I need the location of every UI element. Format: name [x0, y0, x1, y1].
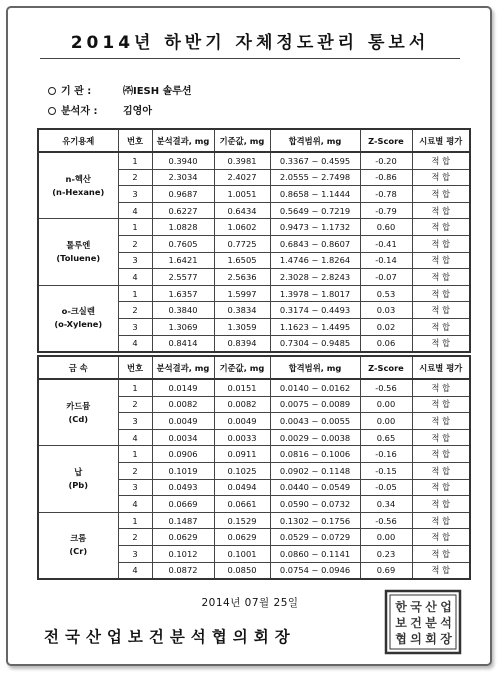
seal-character: 회	[425, 632, 437, 646]
table-cell: 0.0049	[152, 413, 214, 430]
table-cell: 0.0149	[152, 379, 214, 396]
seal-character: 의	[410, 632, 422, 646]
substance-english-name: (Cd)	[68, 413, 89, 424]
table-cell: 0.0493	[152, 479, 214, 496]
table-cell: 0.8394	[214, 335, 270, 352]
table-cell: 0.0075 ~ 0.0089	[270, 396, 360, 413]
table-cell: 1.6357	[152, 285, 214, 302]
column-header: 시료별 평가	[412, 356, 470, 379]
table-cell: 0.00	[360, 529, 412, 546]
table-cell: 0.6227	[152, 202, 214, 219]
table-cell: 0.0033	[214, 429, 270, 446]
table-cell: 0.0529 ~ 0.0729	[270, 529, 360, 546]
table-cell: 1.6421	[152, 252, 214, 269]
table-cell: 0.0629	[152, 529, 214, 546]
table-cell: 0.1302 ~ 0.1756	[270, 512, 360, 529]
table-cell: 적 합	[412, 413, 470, 430]
table-cell: 0.1012	[152, 545, 214, 562]
column-header: 분석결과, mg	[152, 356, 214, 379]
info-label: 기 관 :	[61, 86, 92, 97]
table-cell: 적 합	[412, 562, 470, 579]
table-cell: 적 합	[412, 496, 470, 513]
table-cell: 0.1025	[214, 462, 270, 479]
table-cell: 0.0034	[152, 429, 214, 446]
substance-name-cell	[38, 446, 118, 512]
table-cell: 0.9687	[152, 186, 214, 203]
table-cell: 0.3367 ~ 0.4595	[270, 152, 360, 169]
table-header-row	[38, 356, 470, 379]
table-cell: 1.0828	[152, 219, 214, 236]
substance-name: o-크실렌	[61, 306, 95, 317]
issuer-name: 전국산업보건분석협의회장	[44, 628, 296, 646]
table-cell: 0.0140 ~ 0.0162	[270, 379, 360, 396]
table-cell: 적 합	[412, 512, 470, 529]
table-cell: 0.8414	[152, 335, 214, 352]
table-cell: 0.6843 ~ 0.8607	[270, 235, 360, 252]
table-cell: 1	[118, 512, 152, 529]
table-cell: 1.0051	[214, 186, 270, 203]
table-cell: 1.3978 ~ 1.8017	[270, 285, 360, 302]
table-cell: 0.3981	[214, 152, 270, 169]
table-cell: 0.9473 ~ 1.1732	[270, 219, 360, 236]
table-cell: 0.0049	[214, 413, 270, 430]
table-cell: 4	[118, 202, 152, 219]
column-header: 시료별 평가	[412, 129, 470, 152]
table-cell: 0.0494	[214, 479, 270, 496]
table-cell: 1	[118, 219, 152, 236]
table-cell: 0.0902 ~ 0.1148	[270, 462, 360, 479]
column-header: 유기용제	[38, 129, 118, 152]
table-cell: -0.56	[360, 379, 412, 396]
issue-date: 2014년 07월 25일	[201, 597, 299, 609]
seal-character: 국	[410, 600, 422, 614]
table-cell: -0.41	[360, 235, 412, 252]
substance-name: 카드뮴	[66, 400, 91, 411]
table-cell: 0.0590 ~ 0.0732	[270, 496, 360, 513]
table-cell: 적 합	[412, 545, 470, 562]
seal-character: 석	[440, 616, 452, 630]
table-cell: -0.05	[360, 479, 412, 496]
substance-name-cell	[38, 219, 118, 285]
column-header: 번호	[118, 356, 152, 379]
title-underline	[40, 58, 460, 59]
substance-name: 납	[74, 467, 83, 478]
info-value: ㈜IESH 솔루션	[123, 86, 192, 97]
table-cell: 적 합	[412, 252, 470, 269]
table-cell: 0.23	[360, 545, 412, 562]
table-cell: 3	[118, 479, 152, 496]
table-cell: 2	[118, 235, 152, 252]
table-row	[38, 285, 470, 302]
circle-bullet-icon	[48, 107, 56, 115]
table-cell: 적 합	[412, 169, 470, 186]
table-cell: 0.65	[360, 429, 412, 446]
table-cell: 4	[118, 562, 152, 579]
substance-name-cell	[38, 512, 118, 579]
table-cell: 적 합	[412, 285, 470, 302]
table-cell: 1.0602	[214, 219, 270, 236]
table-cell: 2.3028 ~ 2.8243	[270, 269, 360, 286]
column-header: 합격범위, mg	[270, 356, 360, 379]
column-header: Z-Score	[360, 129, 412, 152]
table-cell: 2.3034	[152, 169, 214, 186]
table-cell: 3	[118, 413, 152, 430]
table-cell: 0.3940	[152, 152, 214, 169]
seal-character: 산	[425, 600, 437, 614]
table-cell: 1	[118, 285, 152, 302]
info-value: 김영아	[123, 106, 152, 117]
table-cell: 0.1001	[214, 545, 270, 562]
table-cell: -0.14	[360, 252, 412, 269]
table-cell: 0.0669	[152, 496, 214, 513]
table-cell: 4	[118, 496, 152, 513]
table-cell: 0.0850	[214, 562, 270, 579]
column-header: 금 속	[38, 356, 118, 379]
table-cell: 0.1529	[214, 512, 270, 529]
table-cell: 1	[118, 446, 152, 463]
column-header: 기준값, mg	[214, 129, 270, 152]
table-cell: 0.53	[360, 285, 412, 302]
substance-name: 톨루엔	[66, 240, 91, 251]
table-row	[38, 152, 470, 169]
table-cell: -0.16	[360, 446, 412, 463]
table-cell: 0.0440 ~ 0.0549	[270, 479, 360, 496]
table-cell: -0.56	[360, 512, 412, 529]
column-header: 기준값, mg	[214, 356, 270, 379]
substance-english-name: (Cr)	[69, 546, 88, 557]
table-cell: 0.34	[360, 496, 412, 513]
table-cell: 2.0555 ~ 2.7498	[270, 169, 360, 186]
substance-english-name: (Pb)	[68, 480, 89, 491]
table-cell: 0.1487	[152, 512, 214, 529]
table-cell: 2.4027	[214, 169, 270, 186]
table-cell: 1	[118, 152, 152, 169]
table-cell: 2	[118, 396, 152, 413]
table-cell: 1.5997	[214, 285, 270, 302]
substance-name-cell	[38, 379, 118, 446]
table-cell: 1	[118, 379, 152, 396]
table-cell: 0.7304 ~ 0.9485	[270, 335, 360, 352]
metal-table	[37, 355, 471, 580]
table-cell: 0.3174 ~ 0.4493	[270, 302, 360, 319]
table-cell: 1.3069	[152, 318, 214, 335]
table-cell: 0.00	[360, 396, 412, 413]
table-cell: 적 합	[412, 479, 470, 496]
table-cell: 적 합	[412, 379, 470, 396]
table-cell: 0.0911	[214, 446, 270, 463]
table-row	[38, 379, 470, 396]
table-cell: 0.7725	[214, 235, 270, 252]
table-cell: 0.0906	[152, 446, 214, 463]
table-cell: 2.5636	[214, 269, 270, 286]
document-title: 2014년 하반기 자체정도관리 통보서	[70, 33, 430, 53]
substance-name-cell	[38, 285, 118, 352]
table-cell: 0.0816 ~ 0.1006	[270, 446, 360, 463]
table-cell: 2.5577	[152, 269, 214, 286]
table-cell: 적 합	[412, 396, 470, 413]
table-cell: 3	[118, 318, 152, 335]
table-cell: 0.5649 ~ 0.7219	[270, 202, 360, 219]
substance-name: n-헥산	[65, 173, 91, 184]
table-cell: -0.15	[360, 462, 412, 479]
table-cell: 1.4746 ~ 1.8264	[270, 252, 360, 269]
table-cell: 0.0872	[152, 562, 214, 579]
table-cell: 적 합	[412, 202, 470, 219]
seal-character: 보	[395, 616, 407, 630]
table-cell: 4	[118, 269, 152, 286]
substance-name-cell	[38, 152, 118, 219]
table-cell: 4	[118, 335, 152, 352]
table-cell: 적 합	[412, 335, 470, 352]
table-cell: 1.6505	[214, 252, 270, 269]
table-cell: 0.0082	[152, 396, 214, 413]
table-cell: 적 합	[412, 529, 470, 546]
table-cell: 3	[118, 252, 152, 269]
table-cell: -0.79	[360, 202, 412, 219]
table-cell: 0.0043 ~ 0.0055	[270, 413, 360, 430]
seal-character: 협	[395, 632, 407, 646]
organic-solvent-table	[37, 128, 471, 353]
table-cell: 1.1623 ~ 1.4495	[270, 318, 360, 335]
table-cell: 0.60	[360, 219, 412, 236]
table-cell: 0.0029 ~ 0.0038	[270, 429, 360, 446]
column-header: 번호	[118, 129, 152, 152]
table-cell: 1.3059	[214, 318, 270, 335]
table-cell: 4	[118, 429, 152, 446]
info-label: 분석자 :	[61, 106, 98, 117]
table-cell: 0.3834	[214, 302, 270, 319]
table-cell: -0.86	[360, 169, 412, 186]
column-header: Z-Score	[360, 356, 412, 379]
table-row	[38, 219, 470, 236]
table-cell: 적 합	[412, 152, 470, 169]
table-cell: 0.03	[360, 302, 412, 319]
table-cell: 2	[118, 462, 152, 479]
table-cell: -0.20	[360, 152, 412, 169]
substance-english-name: (n-Hexane)	[52, 186, 105, 197]
table-cell: 0.0661	[214, 496, 270, 513]
seal-character: 업	[440, 600, 452, 614]
table-cell: 2	[118, 169, 152, 186]
table-cell: 적 합	[412, 269, 470, 286]
table-header-row	[38, 129, 470, 152]
table-cell: 0.0754 ~ 0.0946	[270, 562, 360, 579]
table-cell: 0.00	[360, 413, 412, 430]
table-cell: 0.0082	[214, 396, 270, 413]
table-cell: -0.78	[360, 186, 412, 203]
table-cell: 0.69	[360, 562, 412, 579]
table-cell: 적 합	[412, 186, 470, 203]
column-header: 분석결과, mg	[152, 129, 214, 152]
table-cell: 적 합	[412, 235, 470, 252]
official-seal-icon	[384, 589, 462, 655]
table-cell: 3	[118, 186, 152, 203]
table-cell: 적 합	[412, 219, 470, 236]
table-cell: 0.8658 ~ 1.1444	[270, 186, 360, 203]
seal-character: 분	[425, 616, 437, 630]
table-row	[38, 512, 470, 529]
table-cell: 0.6434	[214, 202, 270, 219]
table-cell: -0.07	[360, 269, 412, 286]
circle-bullet-icon	[48, 87, 56, 95]
table-cell: 0.3840	[152, 302, 214, 319]
seal-character: 건	[410, 616, 422, 630]
substance-name: 크롬	[70, 533, 87, 544]
table-cell: 0.7605	[152, 235, 214, 252]
seal-character: 한	[395, 600, 407, 614]
table-row	[38, 446, 470, 463]
substance-english-name: (Toluene)	[56, 253, 101, 264]
table-cell: 적 합	[412, 429, 470, 446]
table-cell: 0.02	[360, 318, 412, 335]
substance-english-name: (o-Xylene)	[54, 319, 103, 330]
seal-character: 장	[440, 632, 452, 646]
info-analyst	[48, 102, 152, 117]
table-cell: 0.06	[360, 335, 412, 352]
table-cell: 0.0860 ~ 0.1141	[270, 545, 360, 562]
table-cell: 0.1019	[152, 462, 214, 479]
table-cell: 2	[118, 302, 152, 319]
info-institution	[48, 82, 192, 97]
table-cell: 3	[118, 545, 152, 562]
table-cell: 0.0629	[214, 529, 270, 546]
table-cell: 0.0151	[214, 379, 270, 396]
table-cell: 적 합	[412, 302, 470, 319]
table-cell: 적 합	[412, 446, 470, 463]
table-cell: 적 합	[412, 462, 470, 479]
table-cell: 적 합	[412, 318, 470, 335]
table-cell: 2	[118, 529, 152, 546]
column-header: 합격범위, mg	[270, 129, 360, 152]
